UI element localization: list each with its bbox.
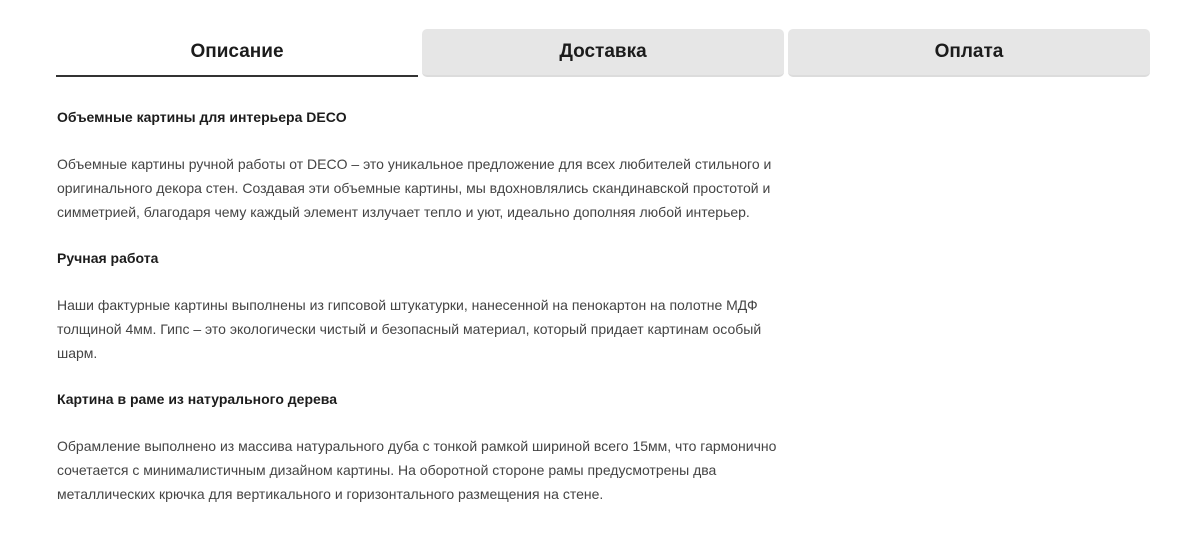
tab-payment[interactable] (788, 29, 1150, 77)
section-heading-frame: Картина в раме из натурального дерева (57, 391, 337, 407)
section-heading-deco: Объемные картины для интерьера DECO (57, 109, 347, 125)
section-text-frame: Обрамление выполнено из массива натурального дуба с тонкой рамкой шириной всего 15мм, что гармонично сочетается с минималистичным дизайном картины. На оборотной стороне рамы предусмотрены два металлических крючка для вертикального и горизонтального размещения на стене. (57, 438, 777, 502)
tab-delivery[interactable] (422, 29, 784, 77)
tab-payment-label: Оплата (934, 41, 1004, 62)
tab-delivery-label: Доставка (559, 41, 647, 62)
tab-description-label: Описание (190, 41, 284, 62)
tab-bar (56, 29, 1150, 78)
section-text-deco: Объемные картины ручной работы от DECO – это уникальное предложение для всех любителей стильного и оригинального декора стен. Создавая эти объемные картины, мы вдохновлялись скандинавской простотой и симметрией, благодаря чему каждый элемент излучает тепло и уют, идеально дополняя любой интерьер. (57, 156, 772, 220)
section-text-handmade: Наши фактурные картины выполнены из гипсовой штукатурки, нанесенной на пенокартон на полотне МДФ толщиной 4мм. Гипс – это экологически чистый и безопасный материал, который придает картинам особый шарм. (57, 297, 762, 361)
tab-description[interactable] (56, 29, 418, 77)
section-heading-handmade: Ручная работа (57, 250, 159, 266)
